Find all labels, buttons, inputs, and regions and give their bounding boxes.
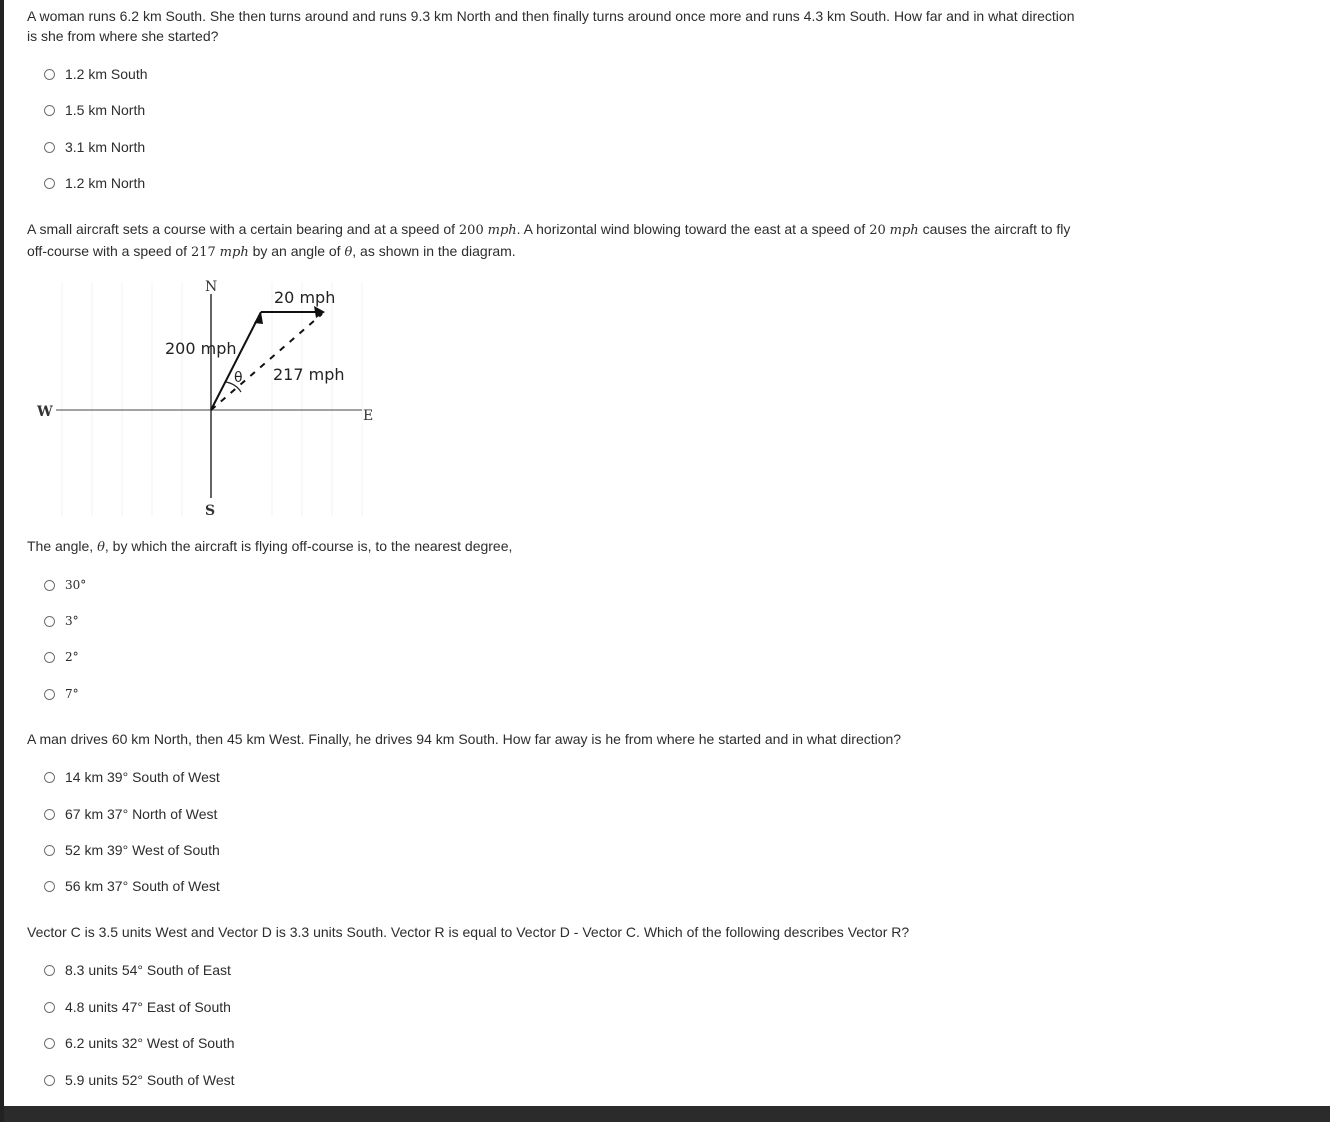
q1-option-3[interactable]: [44, 137, 145, 157]
q2-option-3[interactable]: [44, 647, 79, 667]
bottom-bar: [4, 1106, 1330, 1122]
option-label: 1.2 km North: [65, 175, 146, 191]
option-label: 1.2 km South: [65, 66, 148, 82]
q2-option-4[interactable]: [44, 684, 79, 704]
radio-button[interactable]: [44, 1075, 55, 1086]
radio-button[interactable]: [44, 689, 55, 700]
q4-option-4[interactable]: [44, 1070, 235, 1090]
q2-speed-unit: mph: [889, 223, 919, 238]
q2-text-fragment: . A horizontal wind blowing toward the east at a speed of: [516, 221, 870, 237]
q2-speed-value: 217: [190, 245, 216, 260]
option-label: 7°: [65, 687, 79, 701]
q2-text-fragment: causes the aircraft to fly off-course with a speed of: [27, 221, 1071, 259]
radio-button[interactable]: [44, 881, 55, 892]
q3-option-2[interactable]: [44, 804, 217, 824]
q2-prompt-fragment: The angle,: [27, 538, 98, 554]
q2-theta-symbol: θ: [97, 540, 105, 555]
radio-button[interactable]: [44, 845, 55, 856]
q2-speed-value: 200: [458, 223, 484, 238]
vector-diagram: [32, 272, 392, 522]
q2-option-2[interactable]: [44, 611, 79, 631]
q2-speed-unit: mph: [487, 223, 517, 238]
q3-option-3[interactable]: [44, 840, 220, 860]
question-1-text: A woman runs 6.2 km South. She then turns around and runs 9.3 km North and then finally turns around once more and runs 4.3 km South. How far and in what direction is she from where she started?: [27, 8, 1075, 44]
option-label: 4.8 units 47° East of South: [65, 999, 231, 1015]
radio-button[interactable]: [44, 69, 55, 80]
radio-button[interactable]: [44, 178, 55, 189]
north-label: N: [205, 279, 218, 295]
q2-theta-symbol: θ: [344, 245, 353, 260]
radio-button[interactable]: [44, 1038, 55, 1049]
option-label: 3.1 km North: [65, 139, 146, 155]
q4-option-3[interactable]: [44, 1033, 235, 1053]
option-label: 67 km 37° North of West: [65, 806, 218, 822]
resultant-speed-label: 217 mph: [273, 365, 345, 384]
west-label: W: [37, 404, 53, 420]
q2-prompt-fragment: , by which the aircraft is flying off-course is, to the nearest degree,: [104, 538, 513, 554]
q3-option-1[interactable]: [44, 767, 220, 787]
south-label: S: [205, 503, 216, 519]
question-2-text: [27, 219, 1087, 263]
option-label: 5.9 units 52° South of West: [65, 1072, 235, 1088]
course-vector-arrowhead: [254, 312, 263, 324]
course-vector: [211, 312, 261, 410]
option-label: 56 km 37° South of West: [65, 878, 220, 894]
radio-button[interactable]: [44, 772, 55, 783]
q2-text-fragment: , as shown in the diagram.: [352, 243, 516, 259]
course-speed-label: 200 mph: [165, 339, 237, 358]
radio-button[interactable]: [44, 652, 55, 663]
option-label: 30°: [65, 578, 87, 592]
radio-button[interactable]: [44, 616, 55, 627]
radio-button[interactable]: [44, 1002, 55, 1013]
question-4-text: Vector C is 3.5 units West and Vector D is 3.3 units South. Vector R is equal to Vector D - Vector C. Which of the following describes Vector R?: [27, 924, 910, 940]
q4-option-2[interactable]: [44, 997, 231, 1017]
option-label: 8.3 units 54° South of East: [65, 962, 231, 978]
radio-button[interactable]: [44, 965, 55, 976]
option-label: 52 km 39° West of South: [65, 842, 220, 858]
option-label: 1.5 km North: [65, 102, 146, 118]
radio-button[interactable]: [44, 580, 55, 591]
q4-option-1[interactable]: [44, 960, 231, 980]
q1-option-2[interactable]: [44, 100, 145, 120]
radio-button[interactable]: [44, 809, 55, 820]
q1-option-4[interactable]: [44, 173, 145, 193]
q2-text-fragment: A small aircraft sets a course with a certain bearing and at a speed of: [27, 221, 459, 237]
option-label: 2°: [65, 650, 79, 664]
question-2-prompt: [27, 536, 1087, 558]
option-label: 14 km 39° South of West: [65, 769, 220, 785]
option-label: 6.2 units 32° West of South: [65, 1035, 235, 1051]
east-label: E: [363, 408, 374, 424]
angle-label: θ: [234, 370, 243, 386]
resultant-vector: [211, 314, 322, 410]
q1-option-1[interactable]: [44, 64, 148, 84]
q2-text-fragment: by an angle of: [248, 243, 345, 259]
q3-option-4[interactable]: [44, 876, 220, 896]
radio-button[interactable]: [44, 142, 55, 153]
left-border: [0, 0, 4, 1122]
q2-option-1[interactable]: [44, 575, 86, 595]
option-label: 3°: [65, 614, 79, 628]
q2-speed-unit: mph: [219, 245, 249, 260]
question-3-text: A man drives 60 km North, then 45 km West. Finally, he drives 94 km South. How far away is he from where he started and in what direction?: [27, 731, 902, 747]
q2-speed-value: 20: [869, 223, 886, 238]
radio-button[interactable]: [44, 105, 55, 116]
wind-speed-label: 20 mph: [274, 288, 336, 307]
